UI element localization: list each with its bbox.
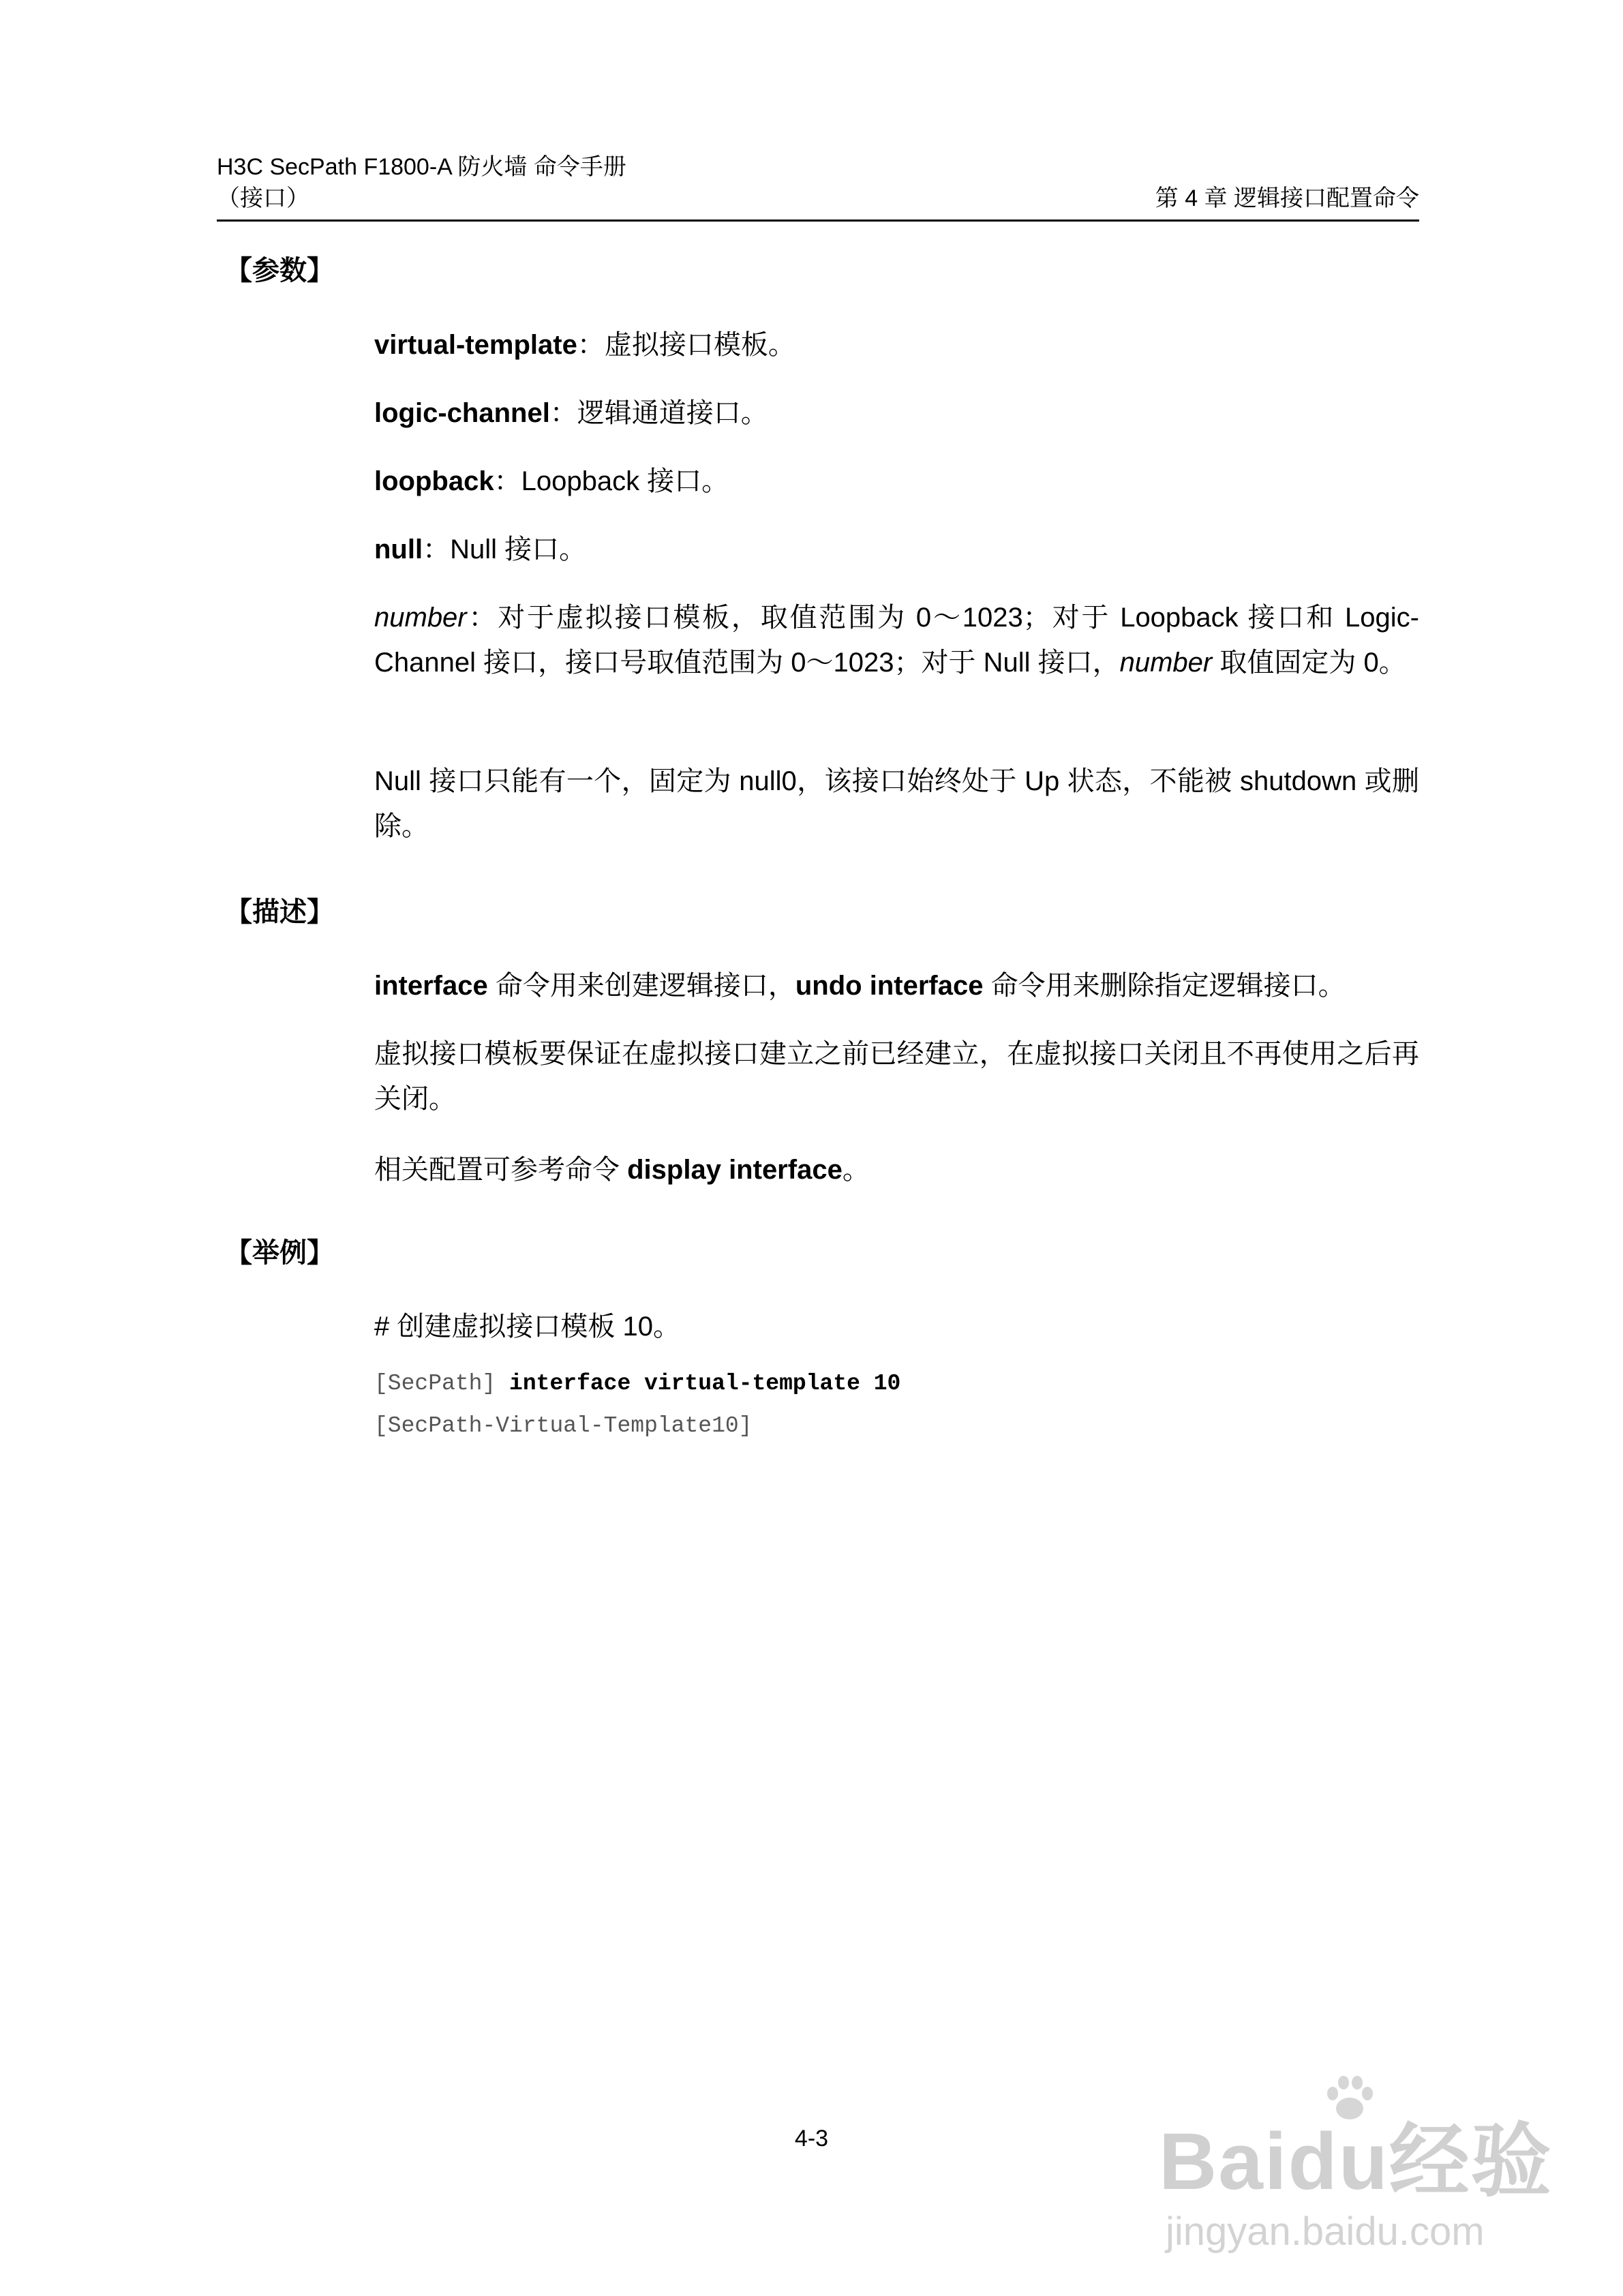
desc-text: 命令用来创建逻辑接口， xyxy=(487,971,795,1001)
param-number xyxy=(374,595,1419,685)
desc-cmd: interface xyxy=(374,971,488,1001)
section-heading-desc: 【描述】 xyxy=(225,897,334,927)
desc-commands xyxy=(374,963,1419,1008)
section-heading-example: 【举例】 xyxy=(225,1238,334,1268)
header-subtitle: （接口） xyxy=(217,185,309,211)
code-command: interface virtual-template 10 xyxy=(509,1371,901,1396)
param-virtual-template xyxy=(374,322,1419,367)
param-desc: ：Null 接口。 xyxy=(423,534,587,564)
watermark-url: jingyan.baidu.com xyxy=(1166,2209,1485,2254)
desc-reference xyxy=(374,1147,1419,1192)
header-row xyxy=(217,183,1419,214)
code-line-1 xyxy=(374,1369,900,1399)
watermark xyxy=(1152,2069,1553,2274)
example-comment: # 创建虚拟接口模板 10。 xyxy=(374,1312,680,1342)
param-term: virtual-template xyxy=(374,330,577,360)
param-loopback xyxy=(374,459,1419,504)
watermark-logo: Baidu经验 xyxy=(1159,2117,1553,2207)
code-line-2: [SecPath-Virtual-Template10] xyxy=(374,1413,753,1438)
param-desc: ：虚拟接口模板。 xyxy=(577,330,795,360)
param-desc: ：逻辑通道接口。 xyxy=(549,398,768,428)
ref-command: display interface xyxy=(627,1155,843,1185)
param-term: number xyxy=(374,603,467,633)
code-prompt: [SecPath] xyxy=(374,1371,510,1396)
param-term: loopback xyxy=(374,466,494,496)
param-desc-end: 取值固定为 0。 xyxy=(1212,648,1406,678)
desc-cmd-undo: undo interface xyxy=(795,971,984,1001)
param-term: logic-channel xyxy=(374,398,550,428)
desc-text-end: 命令用来删除指定逻辑接口。 xyxy=(983,971,1346,1001)
param-term: null xyxy=(374,534,423,564)
param-term-inline: number xyxy=(1119,648,1213,678)
header-chapter: 第 4 章 逻辑接口配置命令 xyxy=(1155,185,1419,211)
desc-paragraph: 虚拟接口模板要保证在虚拟接口建立之前已经建立，在虚拟接口关闭且不再使用之后再关闭。 xyxy=(374,1039,1419,1114)
page-header xyxy=(217,151,1419,214)
section-heading-params: 【参数】 xyxy=(225,256,334,286)
param-logic-channel xyxy=(374,391,1419,436)
param-desc: ：Loopback 接口。 xyxy=(494,466,729,496)
param-desc: ：对于虚拟接口模板，取值范围为 0～1023；对于 Loopback 接口和 Logic-Channel 接口，接口号取值范围为 0～1023；对于 Null 接口， xyxy=(374,603,1419,678)
header-rule xyxy=(217,220,1419,222)
ref-end: 。 xyxy=(842,1155,870,1185)
header-title: H3C SecPath F1800-A 防火墙 命令手册 xyxy=(217,154,626,180)
null-note: Null 接口只能有一个，固定为 null0，该接口始终处于 Up 状态，不能被 shutdown 或删除。 xyxy=(374,766,1419,841)
param-null xyxy=(374,527,1419,572)
ref-text: 相关配置可参考命令 xyxy=(374,1155,628,1185)
page-number: 4-3 xyxy=(794,2126,829,2151)
